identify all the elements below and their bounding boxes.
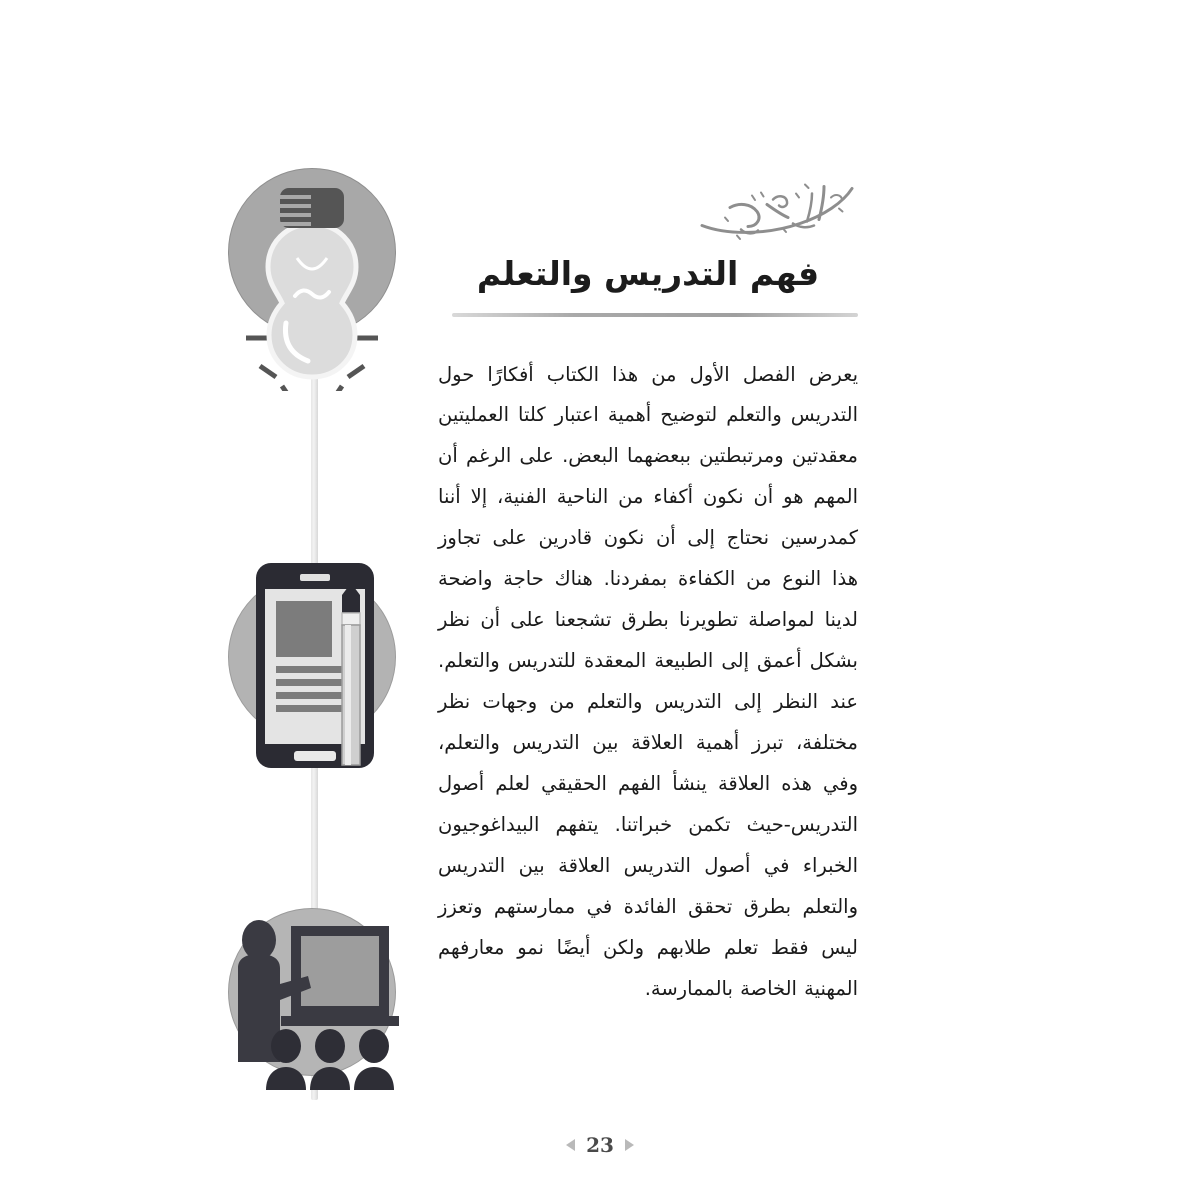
- illustration-rail: [200, 150, 440, 1100]
- page-footer: [0, 1135, 1200, 1155]
- illustration-lightbulb: [228, 168, 396, 336]
- illustration-classroom: [228, 908, 396, 1076]
- illustration-tablet-stylus: [228, 573, 396, 741]
- body-paragraph: يعرض الفصل الأول من هذا الكتاب أفكارًا حول التدريس والتعلم لتوضيح أهمية اعتبار كلتا العمليتين معقدتين ومرتبطتين ببعضهما البعض. على الرغم أن المهم هو أن نكون أكفاء من الناحية الفنية، إلا أننا كمدرسين نحتاج إلى أن نكون قادرين على تجاوز هذا النوع من الكفاءة بمفردنا. هناك حاجة واضحة لدينا لمواصلة تطويرنا بطرق تشجعنا على أن نظر بشكل أعمق إلى الطبيعة المعقدة للتدريس والتعلم. عند النظر إلى التدريس والتعلم من وجهات نظر مختلفة، تبرز أهمية العلاقة بين التدريس والتعلم، وفي هذه العلاقة ينشأ الفهم الحقيقي لعلم أصول التدريس-حيث تكمن خبراتنا. يتفهم البيداغوجيون الخبراء في أصول التدريس العلاقة بين التدريس والتعلم بطرق تحقق الفائدة في ممارستهم وتعزز ليس فقط تعلم طلابهم ولكن أيضًا نمو معارفهم المهنية الخاصة بالممارسة.: [438, 362, 858, 1000]
- text-column: [438, 170, 858, 1010]
- body-text: [438, 355, 858, 1010]
- title-divider: [452, 313, 858, 317]
- tablet-with-stylus-icon: [198, 533, 426, 796]
- lightbulb-icon: [198, 128, 426, 391]
- page-number: 23: [586, 1133, 614, 1157]
- page-title: فهم التدريس والتعلم: [476, 254, 820, 293]
- chapter-eyebrow-calligraphy: [438, 170, 858, 248]
- triangle-right-icon[interactable]: [625, 1139, 634, 1151]
- teacher-at-whiteboard-icon: [198, 868, 426, 1131]
- triangle-left-icon[interactable]: [566, 1139, 575, 1151]
